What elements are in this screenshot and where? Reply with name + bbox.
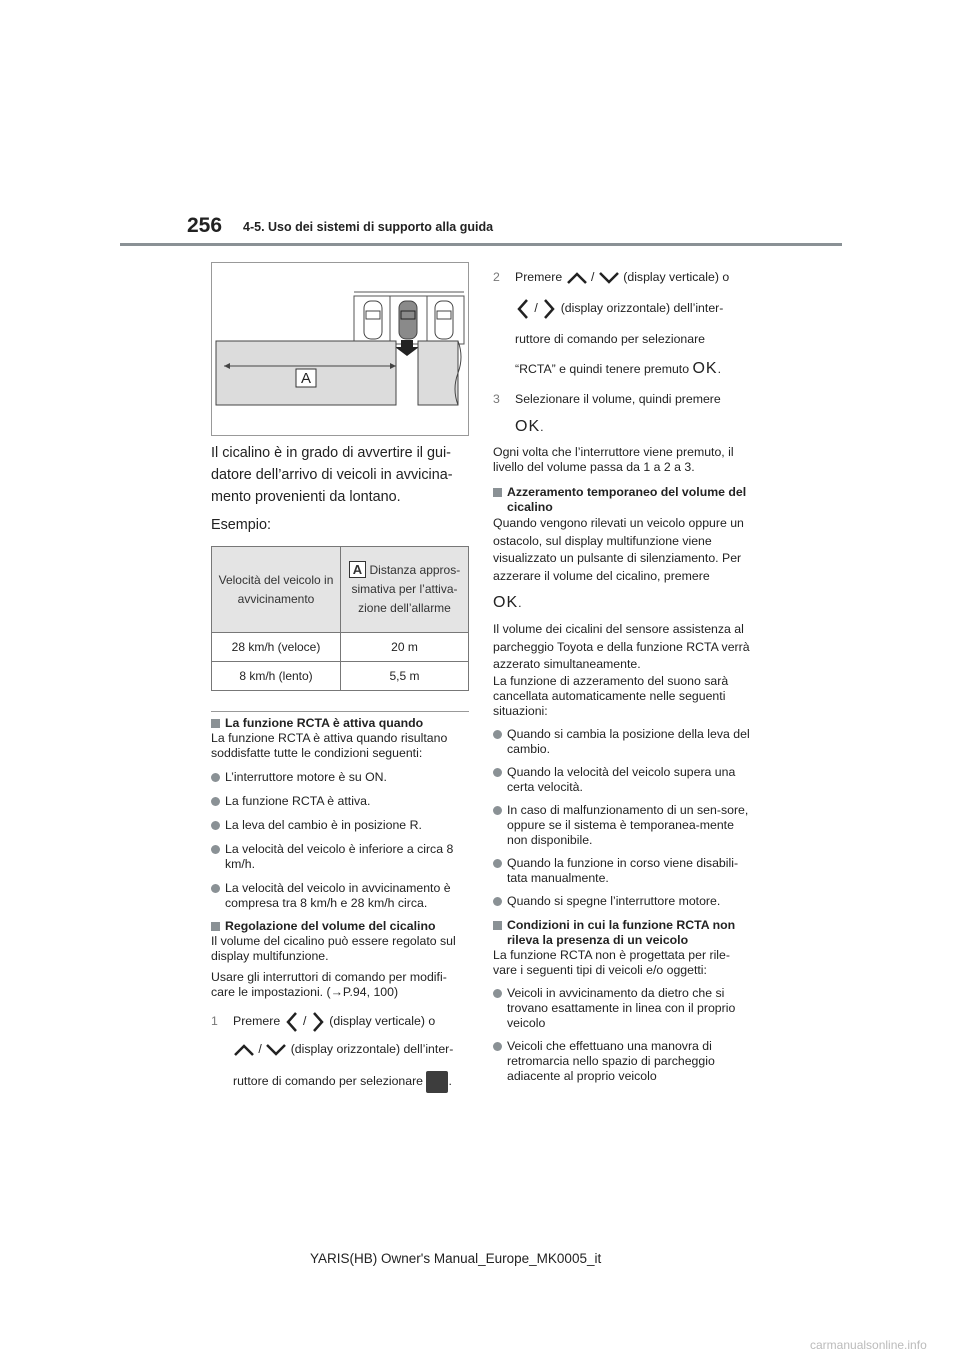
chevron-down-icon	[265, 1043, 287, 1057]
list-item: La leva del cambio è in posizione R.	[225, 818, 422, 832]
intro-text: Il cicalino è in grado di avvertire il gui-datore dell’arrivo di veicoli in avvicina-mento provenienti da lontano.	[211, 445, 453, 505]
esempio-label: Esempio:	[211, 517, 271, 533]
list-item: Quando la funzione in corso viene disabili-tata manualmente.	[507, 855, 739, 885]
step-3: 3 Selezionare il volume, quindi premere	[493, 392, 721, 406]
left-column	[211, 262, 469, 1097]
list-item: Veicoli che effettuano una manovra di retromarcia nello spazio di parcheggio adiacente al proprio veicolo	[507, 1038, 715, 1083]
list-item: Quando si spegne l’interruttore motore.	[507, 893, 721, 908]
footer-text: YARIS(HB) Owner's Manual_Europe_MK0005_it	[310, 1251, 602, 1266]
rcta-diagram	[211, 262, 469, 436]
step-2-line-4: “RCTA” e quindi tenere premuto OK.	[515, 360, 722, 377]
condition-text: La funzione RCTA non è progettata per rile-vare i seguenti tipi di veicoli e/o oggetti:	[493, 947, 730, 977]
table-cell-speed: 28 km/h (veloce)	[212, 633, 341, 662]
list-item: La velocità del veicolo in avvicinamento è compresa tra 8 km/h e 28 km/h circa.	[225, 881, 451, 910]
step-1: 1 Premere / (display verticale) o	[211, 1010, 469, 1033]
list-item: L’interruttore motore è su ON.	[225, 770, 387, 784]
chevron-left-icon	[515, 298, 531, 320]
ok-button-icon: OK	[692, 360, 718, 377]
example-table	[211, 546, 469, 691]
rcta-text: La funzione RCTA è attiva quando risultano soddisfatte tutte le condizioni seguenti:	[211, 731, 448, 760]
page-number: 256	[187, 214, 223, 237]
list-item: Quando la velocità del veicolo supera una certa velocità.	[507, 764, 736, 794]
section-title: 4-5. Uso dei sistemi di supporto alla guida	[243, 220, 494, 234]
settings-gear-icon	[426, 1071, 448, 1093]
table-cell-distance: 5,5 m	[341, 662, 469, 691]
volume-text: Il volume del cicalino può essere regolato sul display multifunzione.	[211, 934, 456, 963]
rcta-title: La funzione RCTA è attiva quando	[225, 716, 424, 730]
list-item: Quando si cambia la posizione della leva del cambio.	[507, 726, 750, 756]
chevron-up-icon	[566, 271, 588, 285]
condition-title: Condizioni in cui la funzione RCTA non rileva la presenza di un veicolo	[507, 917, 736, 947]
table-cell-distance: 20 m	[341, 633, 469, 662]
step-1-line-3: ruttore di comando per selezionare .	[211, 1065, 469, 1097]
step-3-line-2: OK.	[515, 418, 544, 435]
step-2-line-2: / (display orizzontale) dell’inter-	[493, 292, 751, 324]
list-item: La funzione RCTA è attiva.	[225, 794, 371, 808]
parking-diagram-svg	[212, 263, 468, 435]
volume-title: Regolazione del volume del cicalino	[225, 919, 436, 933]
mute-title: Azzeramento temporaneo del volume del cicalino	[507, 485, 747, 514]
right-column	[493, 262, 751, 1084]
chevron-right-icon	[310, 1011, 326, 1033]
table-header-speed: Velocità del veicolo in avvicinamento	[212, 547, 341, 633]
chevron-up-icon	[233, 1043, 255, 1057]
step-1-line-2: / (display orizzontale) dell’inter-	[211, 1033, 469, 1065]
volume-section	[211, 919, 469, 1097]
mute-ok-line: OK.	[493, 594, 522, 611]
mute-text: Quando vengono rilevati un veicolo oppure un ostacolo, sul display multifunzione viene visualizzato un pulsante di silenziamento. Per azzerare il volume del cicalino, premere	[493, 516, 744, 583]
label-a-badge: A	[349, 561, 366, 578]
ok-button-icon: OK	[493, 594, 519, 611]
table-cell-speed: 8 km/h (lento)	[212, 662, 341, 691]
list-item: La velocità del veicolo è inferiore a circa 8 km/h.	[225, 842, 454, 871]
step-2-line-3: ruttore di comando per selezionare	[515, 332, 706, 346]
chevron-right-icon	[541, 298, 557, 320]
mute-text-3: La funzione di azzeramento del suono sarà cancellata automaticamente nelle seguenti situazioni:	[493, 673, 729, 718]
watermark: carmanualsonline.info	[810, 1338, 927, 1352]
mute-text-2: Il volume dei cicalini del sensore assistenza al parcheggio Toyota e della funzione RCTA verrà azzerato simultaneamente.	[493, 622, 750, 671]
list-item: Veicoli in avvicinamento da dietro che si trovano esattamente in linea con il proprio veicolo	[507, 985, 736, 1030]
header-rule	[120, 243, 842, 246]
volume-cycle-text: Ogni volta che l’interruttore viene premuto, il livello del volume passa da 1 a 2 a 3.	[493, 445, 734, 474]
rcta-section	[211, 711, 469, 911]
step-2: 2 Premere / (display verticale) o	[493, 270, 730, 284]
chevron-left-icon	[284, 1011, 300, 1033]
figure-label-a: A	[300, 370, 312, 387]
ok-button-icon: OK	[515, 418, 541, 435]
chevron-down-icon	[598, 271, 620, 285]
volume-text-2: Usare gli interruttori di comando per modifi-care le impostazioni. (→P.94, 100)	[211, 970, 447, 999]
list-item: In caso di malfunzionamento di un sen-sore, oppure se il sistema è temporanea-mente non disponibile.	[507, 802, 749, 847]
table-header-distance: A Distanza appros-simativa per l’attiva-zione dell’allarme	[341, 547, 469, 633]
